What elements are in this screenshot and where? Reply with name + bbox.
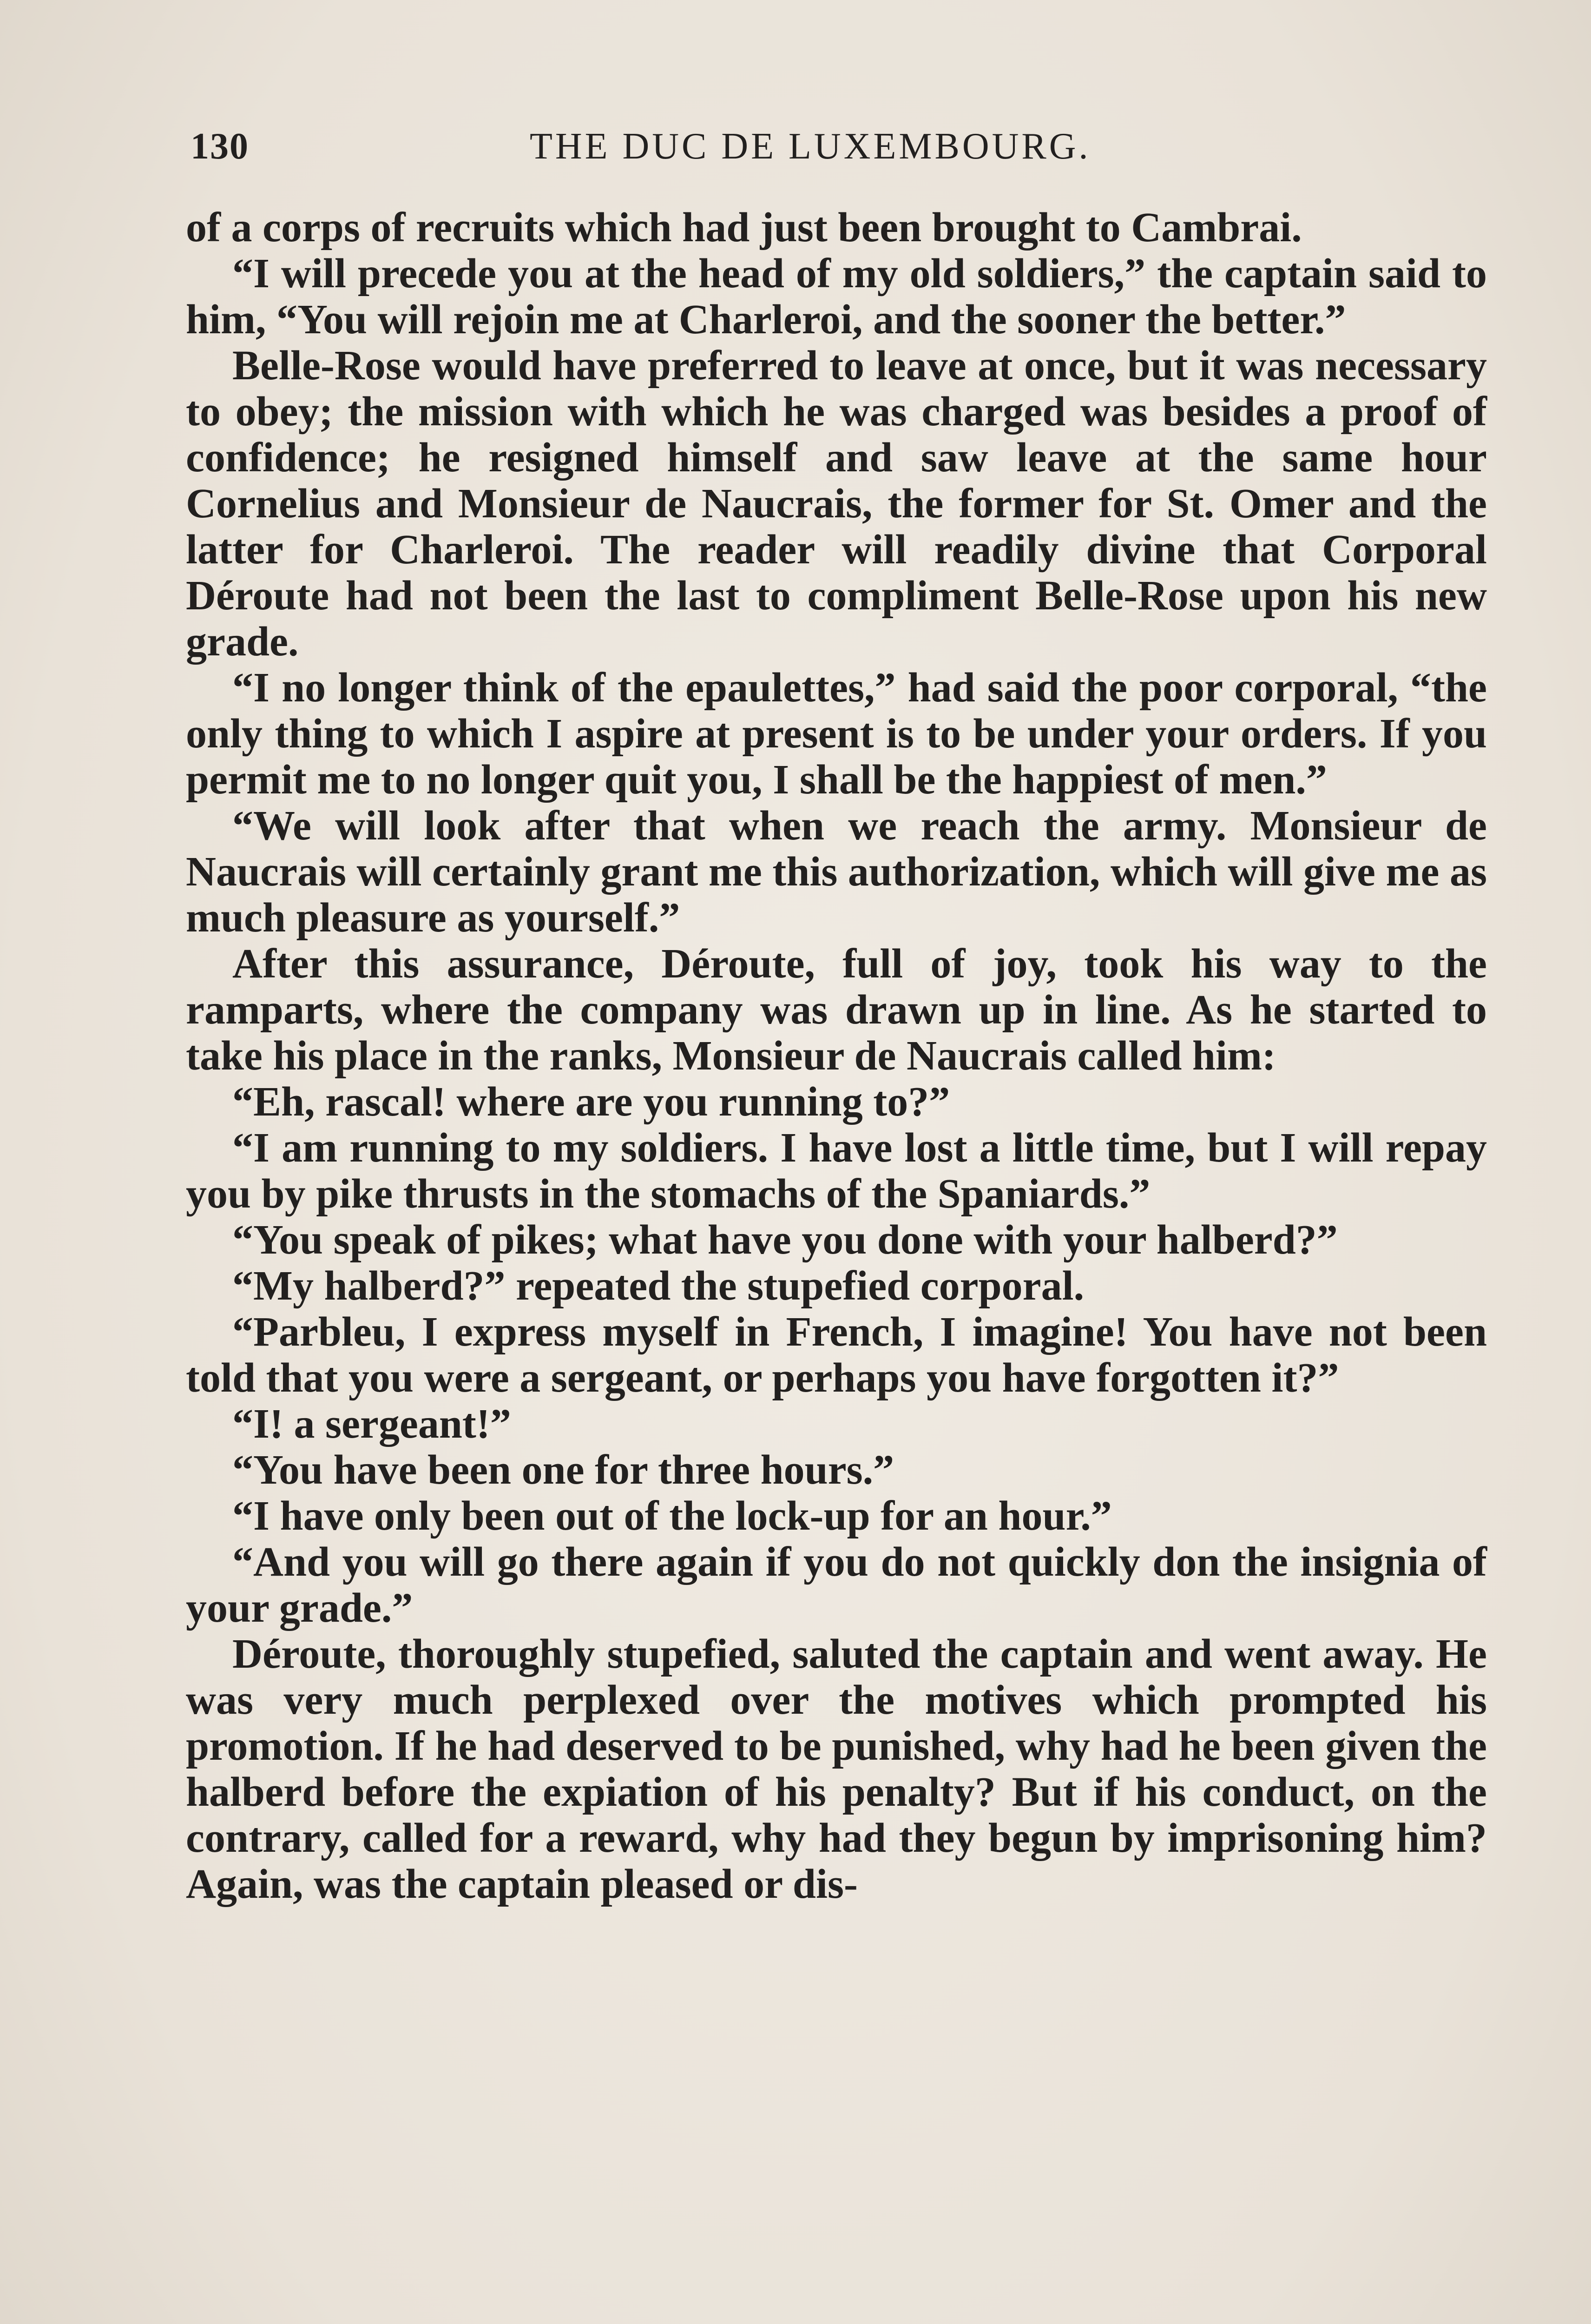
body-text [186, 205, 1487, 1907]
paragraph: “We will look after that when we reach the army. Monsieur de Naucrais will certainly grant me this authorization, which will give me as much pleasure as yourself.” [186, 803, 1487, 941]
paragraph: “Parbleu, I express myself in French, I imagine! You have not been told that you were a sergeant, or perhaps you have forgotten it?” [186, 1309, 1487, 1401]
running-head: THE DUC DE LUXEMBOURG. [530, 126, 1091, 167]
paragraph: “I! a sergeant!” [232, 1401, 511, 1447]
page-number: 130 [191, 126, 249, 167]
paragraph: Belle-Rose would have preferred to leave at once, but it was necessary to obey; the mission with which he was charged was besides a proof of confidence; he resigned himself and saw leave at the same hour Cornelius and Monsieur de Naucrais, the former for St. Omer and the latter for Charleroi. The reader will readily divine that Corporal Déroute had not been the last to compliment Belle-Rose upon his new grade. [186, 343, 1487, 665]
paragraph: “My halberd?” repeated the stupefied corporal. [232, 1263, 1085, 1309]
paragraph: After this assurance, Déroute, full of joy, took his way to the ramparts, where the company was drawn up in line. As he started to take his place in the ranks, Monsieur de Naucrais called him: [186, 941, 1487, 1079]
paragraph: of a corps of recruits which had just been brought to Cambrai. [186, 205, 1302, 251]
paragraph: “I will precede you at the head of my old soldiers,” the captain said to him, “You will rejoin me at Charleroi, and the sooner the better.” [186, 251, 1487, 343]
paragraph: “Eh, rascal! where are you running to?” [232, 1079, 950, 1125]
paragraph: “I no longer think of the epaulettes,” had said the poor corporal, “the only thing to which I aspire at present is to be under your orders. If you permit me to no longer quit you, I shall be the happiest of men.” [186, 665, 1487, 803]
page-header [191, 125, 1492, 177]
paragraph: “I am running to my soldiers. I have lost a little time, but I will repay you by pike thrusts in the stomachs of the Spaniards.” [186, 1125, 1487, 1217]
paragraph: “I have only been out of the lock-up for an hour.” [232, 1493, 1112, 1539]
paragraph: “You speak of pikes; what have you done with your halberd?” [232, 1217, 1338, 1263]
paragraph: Déroute, thoroughly stupefied, saluted the captain and went away. He was very much perplexed over the motives which prompted his promotion. If he had deserved to be punished, why had he been given the halberd before the expiation of his penalty? But if his conduct, on the contrary, called for a reward, why had they begun by imprisoning him? Again, was the captain pleased or dis- [186, 1631, 1487, 1907]
paragraph: “And you will go there again if you do not quickly don the insignia of your grade.” [186, 1539, 1487, 1631]
paragraph: “You have been one for three hours.” [232, 1447, 894, 1493]
